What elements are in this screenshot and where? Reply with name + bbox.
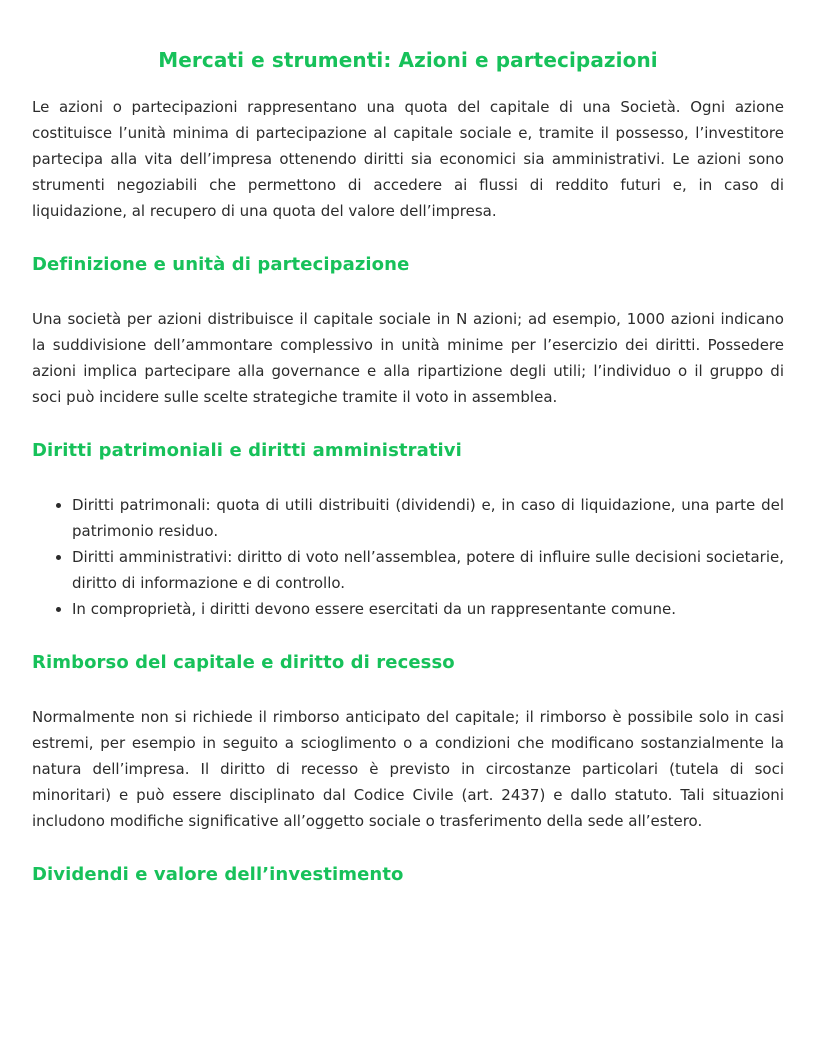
section-paragraph-rimborso: Normalmente non si richiede il rimborso anticipato del capitale; il rimborso è possibile solo in casi estremi, per esempio in seguito a scioglimento o a condizioni che modificano sostanzialmente la natura dell’impresa. Il diritto di recesso è previsto in circostanze particolari (tutela di soci minoritari) e può essere disciplinato dal Codice Civile (art. 2437) e dallo statuto. Tali situazioni includono modifiche significative all’oggetto sociale o trasferimento della sede all’estero. [32,708,784,830]
list-item: • Diritti amministrativi: diritto di voto nell’assemblea, potere di influire sulle decisioni societarie, diritto di informazione e di controllo. [72,544,784,596]
section-heading-rimborso: Rimborso del capitale e diritto di recesso [32,652,455,673]
page-title: Mercati e strumenti: Azioni e partecipazioni [158,48,658,72]
intro-paragraph: Le azioni o partecipazioni rappresentano una quota del capitale di una Società. Ogni azione costituisce l’unità minima di partecipazione al capitale sociale e, tramite il possesso, l’investitore partecipa alla vita dell’impresa ottenendo diritti sia economici sia amministrativi. Le azioni sono strumenti negoziabili che permettono di accedere ai flussi di reddito futuri e, in caso di liquidazione, al recupero di una quota del valore dell’impresa. [32,98,784,220]
list-item: • Diritti patrimonali: quota di utili distribuiti (dividendi) e, in caso di liquidazione, una parte del patrimonio residuo. [72,492,784,544]
rights-list [32,492,784,622]
section-heading-diritti: Diritti patrimoniali e diritti amministrativi [32,440,462,461]
document-page [32,44,784,889]
section-heading-definizione: Definizione e unità di partecipazione [32,254,410,275]
list-item: • In comproprietà, i diritti devono essere esercitati da un rappresentante comune. [72,596,784,622]
section-paragraph-definizione: Una società per azioni distribuisce il capitale sociale in N azioni; ad esempio, 1000 azioni indicano la suddivisione dell’ammontare complessivo in unità minime per l’esercizio dei diritti. Possedere azioni implica partecipare alla governance e alla ripartizione degli utili; l’individuo o il gruppo di soci può incidere sulle scelte strategiche tramite il voto in assemblea. [32,310,784,406]
section-heading-dividendi: Dividendi e valore dell’investimento [32,864,404,885]
